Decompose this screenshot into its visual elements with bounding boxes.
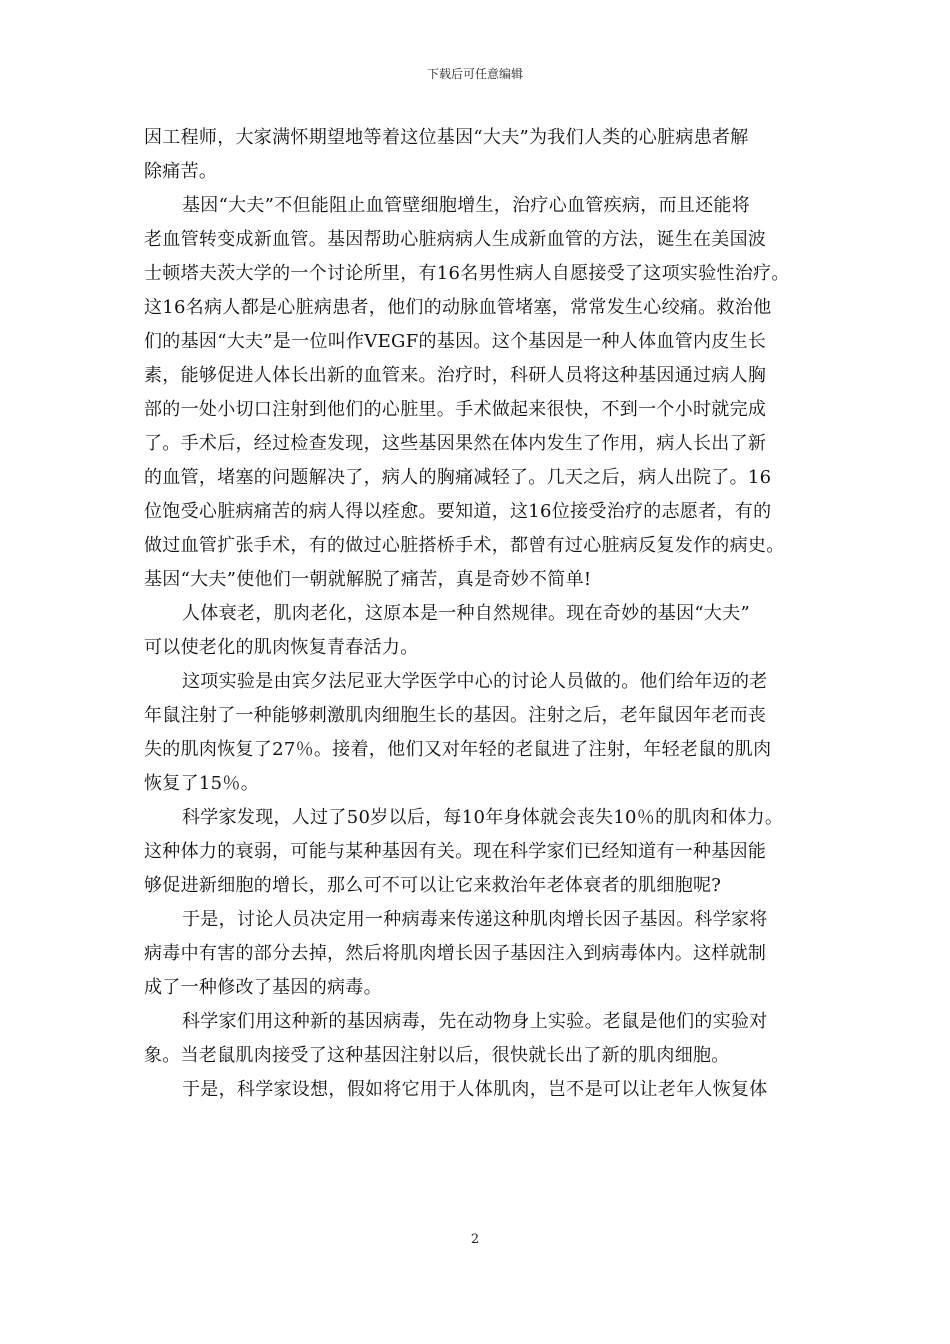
paragraph-first-line: 基因“大夫”不但能阻止血管壁细胞增生，治疗心血管疾病，而且还能将 [182, 195, 751, 216]
paragraph-first-line: 这项实验是由宾夕法尼亚大学医学中心的讨论人员做的。他们给年迈的老 [182, 671, 768, 692]
text-line: 们的基因“大夫”是一位叫作VEGF的基因。这个基因是一种人体血管内皮生长 [144, 331, 767, 352]
text-line: 位饱受心脏病痛苦的病人得以痊愈。要知道，这16位接受治疗的志愿者，有的 [144, 501, 772, 522]
text-line: 基因“大夫”使他们一朝就解脱了痛苦，真是奇妙不简单! [144, 569, 592, 590]
text-line: 这种体力的衰弱，可能与某种基因有关。现在科学家们已经知道有一种基因能 [144, 841, 767, 862]
page-header: 下载后可任意编辑 [426, 67, 523, 81]
text-line: 老血管转变成新血管。基因帮助心脏病病人生成新血管的方法，诞生在美国波 [144, 229, 767, 250]
text-line: 素，能够促进人体长出新的血管来。治疗时，科研人员将这种基因通过病人胸 [144, 365, 767, 386]
text-line: 部的一处小切口注射到他们的心脏里。手术做起来很快，不到一个小时就完成 [144, 399, 767, 420]
paragraph-first-line: 于是，科学家设想，假如将它用于人体肌肉，岂不是可以让老年人恢复体 [182, 1079, 768, 1100]
text-line: 的血管，堵塞的问题解决了，病人的胸痛减轻了。几天之后，病人出院了。16 [144, 467, 772, 488]
paragraph-first-line: 人体衰老，肌肉老化，这原本是一种自然规律。现在奇妙的基因“大夫” [182, 603, 751, 624]
text-line: 士顿塔夫茨大学的一个讨论所里，有16名男性病人自愿接受了这项实验性治疗。 [144, 263, 790, 284]
text-line: 象。当老鼠肌肉接受了这种基因注射以后，很快就长出了新的肌肉细胞。 [144, 1045, 730, 1066]
paragraph-first-line: 科学家发现，人过了50岁以后，每10年身体就会丧失10％的肌肉和体力。 [182, 807, 784, 828]
document-body [144, 121, 824, 1107]
text-line: 除痛苦。 [144, 161, 218, 182]
text-line: 这16名病人都是心脏病患者，他们的动脉血管堵塞，常常发生心绞痛。救治他 [144, 297, 772, 318]
text-line: 了。手术后，经过检查发现，这些基因果然在体内发生了作用，病人长出了新 [144, 433, 767, 454]
paragraph-first-line: 于是，讨论人员决定用一种病毒来传递这种肌肉增长因子基因。科学家将 [182, 909, 768, 930]
text-line: 年鼠注射了一种能够刺激肌肉细胞生长的基因。注射之后，老年鼠因年老而丧 [144, 705, 767, 726]
page-number: 2 [470, 1232, 480, 1247]
text-line: 成了一种修改了基因的病毒。 [144, 977, 382, 998]
text-line: 做过血管扩张手术，有的做过心脏搭桥手术，都曾有过心脏病反复发作的病史。 [144, 535, 785, 556]
text-line: 失的肌肉恢复了27％。接着，他们又对年轻的老鼠进了注射，年轻老鼠的肌肉 [144, 739, 772, 760]
text-line: 够促进新细胞的增长，那么可不可以让它来救治年老体衰者的肌细胞呢? [144, 875, 722, 896]
text-line: 可以使老化的肌肉恢复青春活力。 [144, 637, 419, 658]
text-line: 病毒中有害的部分去掉，然后将肌肉增长因子基因注入到病毒体内。这样就制 [144, 943, 767, 964]
paragraph-first-line: 科学家们用这种新的基因病毒，先在动物身上实验。老鼠是他们的实验对 [182, 1011, 768, 1032]
text-line: 因工程师，大家满怀期望地等着这位基因“大夫”为我们人类的心脏病患者解 [144, 127, 749, 148]
text-line: 恢复了15％。 [144, 773, 260, 794]
